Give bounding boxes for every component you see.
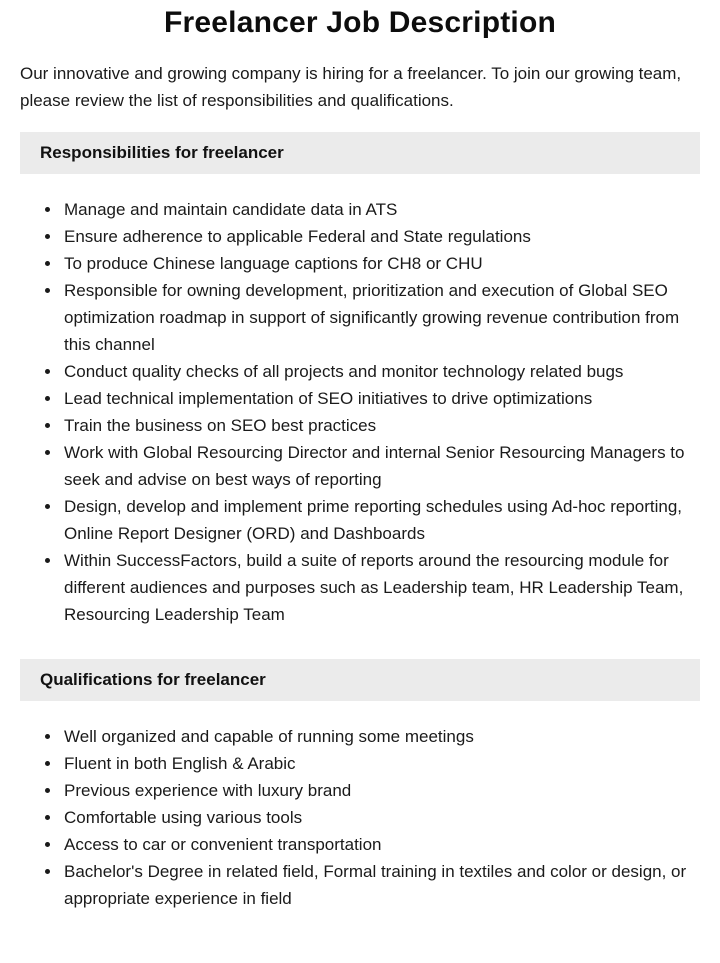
list-item: • Within SuccessFactors, build a suite of reports around the resourcing module for different audiences and purposes such as Leadership team, HR Leadership Team, Resourcing Leadership Team: [62, 547, 700, 628]
page-title: Freelancer Job Description: [164, 6, 556, 39]
list-item: • Lead technical implementation of SEO initiatives to drive optimizations: [62, 385, 700, 412]
list-item: • Well organized and capable of running some meetings: [62, 723, 700, 750]
list-item: • Comfortable using various tools: [62, 804, 700, 831]
qualifications-list: [20, 723, 700, 912]
section-header-qualifications: Qualifications for freelancer: [20, 659, 700, 701]
list-item: • Ensure adherence to applicable Federal and State regulations: [62, 223, 700, 250]
list-item: • Train the business on SEO best practices: [62, 412, 700, 439]
list-item: • Design, develop and implement prime reporting schedules using Ad-hoc reporting, Online Report Designer (ORD) and Dashboards: [62, 493, 700, 547]
list-item: • Work with Global Resourcing Director and internal Senior Resourcing Managers to seek and advise on best ways of reporting: [62, 439, 700, 493]
responsibilities-list: [20, 196, 700, 628]
list-item: • Access to car or convenient transportation: [62, 831, 700, 858]
list-item: • Previous experience with luxury brand: [62, 777, 700, 804]
list-item: • Manage and maintain candidate data in ATS: [62, 196, 700, 223]
list-item: • Responsible for owning development, prioritization and execution of Global SEO optimization roadmap in support of significantly growing revenue contribution from this channel: [62, 277, 700, 358]
list-item: • Fluent in both English & Arabic: [62, 750, 700, 777]
list-item: • To produce Chinese language captions for CH8 or CHU: [62, 250, 700, 277]
list-item: • Conduct quality checks of all projects and monitor technology related bugs: [62, 358, 700, 385]
list-item: • Bachelor's Degree in related field, Formal training in textiles and color or design, or appropriate experience in field: [62, 858, 700, 912]
intro-paragraph: Our innovative and growing company is hiring for a freelancer. To join our growing team, please review the list of responsibilities and qualifications.: [20, 64, 682, 110]
section-header-responsibilities: Responsibilities for freelancer: [20, 132, 700, 174]
